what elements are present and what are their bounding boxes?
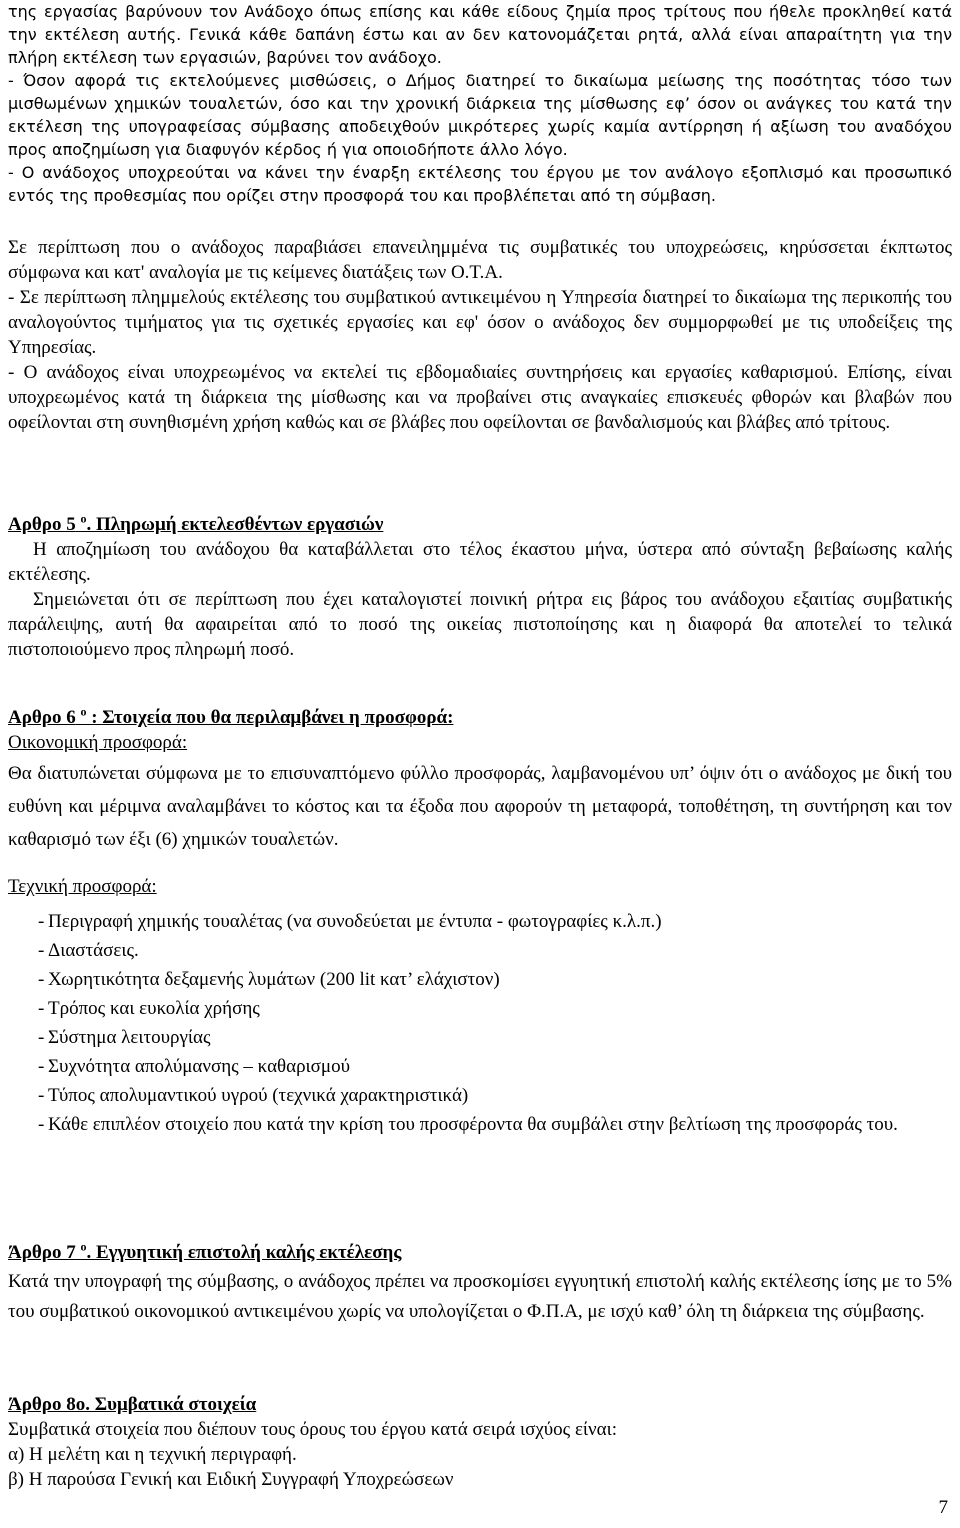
article-8-heading: Άρθρο 8ο. Συμβατικά στοιχεία [8,1394,257,1415]
article-5-label: Αρθρο 5 [8,514,76,535]
article-7-label: Άρθρο 7 [8,1242,76,1263]
article-7-title: . Εγγυητική επιστολή καλής εκτέλεσης [86,1242,402,1263]
list-item: - Σύστημα λειτουργίας [38,1027,211,1048]
article-6-sup: ο [80,704,87,719]
intro-sans-block [8,0,952,207]
technical-offer-list [8,907,952,1139]
list-item: - Περιγραφή χημικής τουαλέτας (να συνοδεύεται με έντυπα - φωτογραφίες κ.λ.π.) [38,911,662,932]
article-5-sup: ο [80,511,87,526]
article-5-paragraph-2: Σημειώνεται ότι σε περίπτωση που έχει καταλογιστεί ποινική ρήτρα εις βάρος του ανάδοχου εξαιτίας συμβατικής παράλειψης, αυτή θα αφαιρείται από το ποσό της οικείας πιστοποίησης και η διαφορά θα αποτελεί το τελικά πιστοποιούμενο προς πληρωμή ποσό. [8,589,952,660]
intro-paragraph-1: της εργασίας βαρύνουν τον Ανάδοχο όπως επίσης και κάθε είδους ζημία προς τρίτους που ήθελε προκληθεί κατά την εκτέλεση αυτής. Γενικά κάθε δαπάνη έστω και αν δεν κατονομάζεται ρητά, αλλά είναι απαραίτητη για την πλήρη εκτέλεση των εργασιών, βαρύνει τον ανάδοχο. [8,2,952,67]
financial-offer-label: Οικονομική προσφορά: [8,732,188,753]
intro-paragraph-3: - Ο ανάδοχος υποχρεούται να κάνει την έναρξη εκτέλεσης του έργου με τον ανάλογο εξοπλισμό και προσωπικό εντός της προθεσμίας που ορίζει στην προσφορά του και προβλέπεται από τη σύμβαση. [8,163,952,205]
article-6-title: : Στοιχεία που θα περιλαμβάνει η προσφορά: [86,707,454,728]
article-8-item-a: α) Η μελέτη και η τεχνική περιγραφή. [8,1444,297,1465]
intro-paragraph-6: - Ο ανάδοχος είναι υποχρεωμένος να εκτελεί τις εβδομαδιαίες συντηρήσεις και εργασίες καθαρισμού. Επίσης, είναι υποχρεωμένος κατά τη διάρκεια της μίσθωσης και να προβαίνει στις αναγκαίες επισκευές φθορών και βλαβών που οφείλονται στη συνηθισμένη χρήση καθώς και σε βλάβες που οφείλονται σε βανδαλισμούς και βλάβες από τρίτους. [8,362,952,433]
article-8 [8,1392,952,1492]
list-item: - Τύπος απολυμαντικού υγρού (τεχνικά χαρακτηριστικά) [38,1085,469,1106]
article-5-heading [8,512,952,537]
article-5-title: . Πληρωμή εκτελεσθέντων εργασιών [86,514,384,535]
article-6-heading [8,705,952,730]
list-item: - Χωρητικότητα δεξαμενής λυμάτων (200 lit κατ’ ελάχιστον) [38,969,500,990]
article-8-item-b: β) Η παρούσα Γενική και Ειδική Συγγραφή Υποχρεώσεων [8,1469,454,1490]
list-item: - Κάθε επιπλέον στοιχείο που κατά την κρίση του προσφέροντα θα συμβάλει στην βελτίωση της προσφοράς του. [38,1114,898,1135]
intro-paragraph-5: - Σε περίπτωση πλημμελούς εκτέλεσης του συμβατικού αντικειμένου η Υπηρεσία διατηρεί το δικαίωμα της περικοπής του αναλογούντος τιμήματος για τις σχετικές εργασίες και εφ' όσον ο ανάδοχος δεν συμμορφωθεί με τις υποδείξεις της Υπηρεσίας. [8,287,952,358]
page-number: 7 [938,1497,948,1518]
technical-offer-label: Τεχνική προσφορά: [8,876,157,897]
list-item: - Συχνότητα απολύμανσης – καθαρισμού [38,1056,351,1077]
article-8-intro: Συμβατικά στοιχεία που διέπουν τους όρους του έργου κατά σειρά ισχύος είναι: [8,1419,617,1440]
article-6 [8,705,952,1139]
article-7-heading [8,1240,952,1265]
intro-paragraph-4: Σε περίπτωση που ο ανάδοχος παραβιάσει επανειλημμένα τις συμβατικές του υποχρεώσεις, κηρύσσεται έκπτωτος σύμφωνα και κατ' αναλογία με τις κείμενες διατάξεις των Ο.Τ.Α. [8,237,952,283]
intro-paragraph-2: - Όσον αφορά τις εκτελούμενες μισθώσεις, ο Δήμος διατηρεί το δικαίωμα μείωσης της ποσότητας τόσο των μισθωμένων χημικών τουαλετών, όσο και την χρονική διάρκεια της μίσθωσης εφ’ όσον οι ανάγκες του κατά την εκτέλεση της υπογραφείσας σύμβασης αποδειχθούν μικρότερες χωρίς καμία αντίρρηση ή αξίωση του αναδόχου προς αποζημίωση για διαφυγόν κέρδος ή για οποιοδήποτε άλλο λόγο. [8,71,952,159]
list-item: - Τρόπος και ευκολία χρήσης [38,998,260,1019]
article-7 [8,1240,952,1327]
article-5 [8,512,952,662]
list-item: - Διαστάσεις. [38,940,139,961]
financial-offer-text: Θα διατυπώνεται σύμφωνα με το επισυναπτόμενο φύλλο προσφοράς, λαμβανομένου υπ’ όψιν ότι ο ανάδοχος με δική του ευθύνη και μέριμνα αναλαμβάνει το κόστος και τα έξοδα που αφορούν τη μεταφορά, τοποθέτηση, τη συντήρηση και τον καθαρισμό των έξι (6) χημικών τουαλετών. [8,763,952,850]
article-5-paragraph-1: Η αποζημίωση του ανάδοχου θα καταβάλλεται στο τέλος έκαστου μήνα, ύστερα από σύνταξη βεβαίωσης καλής εκτέλεσης. [8,539,952,585]
article-6-label: Αρθρο 6 [8,707,76,728]
intro-serif-block [8,235,952,435]
article-7-sup: ο [80,1239,87,1254]
article-7-text: Κατά την υπογραφή της σύμβασης, ο ανάδοχος πρέπει να προσκομίσει εγγυητική επιστολή καλής εκτέλεσης ίσης με το 5% του συμβατικού οικονομικού αντικειμένου χωρίς να υπολογίζεται ο Φ.Π.Α, με ισχύ καθ’ όλη τη διάρκεια της σύμβασης. [8,1271,952,1322]
